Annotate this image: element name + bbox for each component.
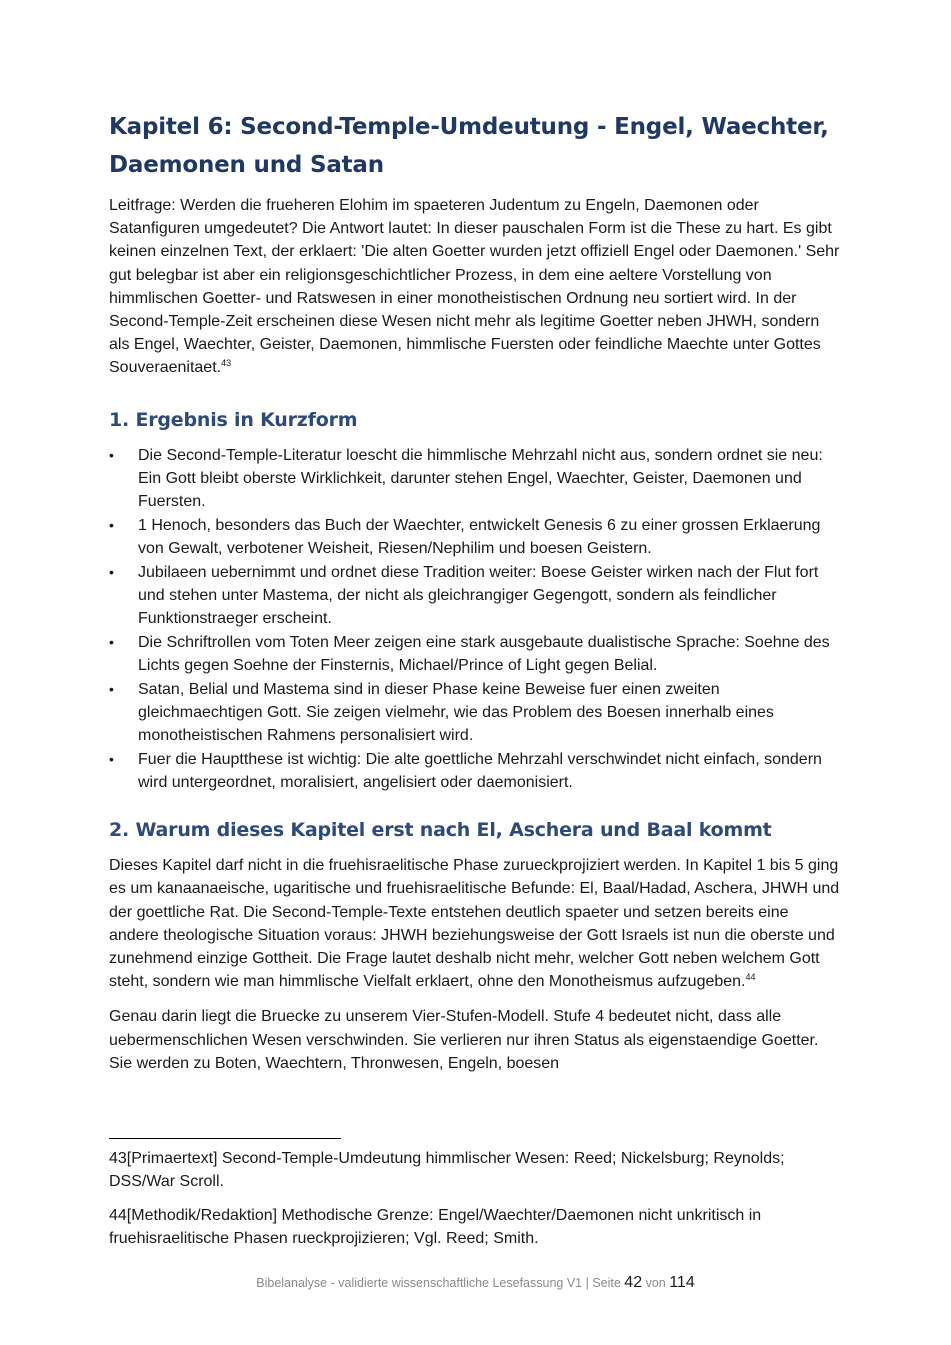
summary-list <box>109 444 842 795</box>
footnote-ref-44[interactable]: 44 <box>745 972 756 983</box>
list-item-text: Fuer die Hauptthese ist wichtig: Die alte goettliche Mehrzahl verschwindet nicht einfach, sondern wird untergeordnet, moralisiert, angelisiert oder daemonisiert. <box>138 750 822 791</box>
list-item <box>109 748 842 794</box>
page-number: 42 <box>624 1274 643 1291</box>
chapter-title: Kapitel 6: Second-Temple-Umdeutung - Engel, Waechter, Daemonen und Satan <box>109 114 829 178</box>
footnote-divider <box>109 1138 341 1139</box>
section2-paragraph-2: Genau darin liegt die Bruecke zu unserem Vier-Stufen-Modell. Stufe 4 bedeutet nicht, dass alle uebermenschlichen Wesen verschwinden. Sie verlieren nur ihren Status als eigenstaendige Goetter. Sie werden zu Boten, Waechtern, Thronwesen, Engeln, boesen <box>109 1008 819 1072</box>
bullet-icon: • <box>109 680 114 697</box>
list-item <box>109 678 842 748</box>
list-item-text: Jubilaeen uebernimmt und ordnet diese Tradition weiter: Boese Geister wirken nach der Flut fort und stehen unter Mastema, der nicht als gleichrangiger Gegengott, sondern als feindlicher Funktionstraeger erscheint. <box>138 563 819 628</box>
list-item <box>109 514 842 560</box>
intro-paragraph <box>109 194 842 380</box>
paragraph-text: Dieses Kapitel darf nicht in die fruehisraelitische Phase zurueckprojiziert werden. In Kapitel 1 bis 5 ging es um kanaanaeische, ugaritische und fruehisraelitische Befunde: El, Baal/Hadad, Aschera, JHWH und der goettliche Rat. Die Second-Temple-Texte entstehen deutlich spaeter und setzen bereits eine andere theologische Situation voraus: JHWH beziehungsweise der Gott Israels ist nun die oberste und zunehmend einzige Gottheit. Die Frage lautet deshalb nicht mehr, welcher Gott neben welchem Gott steht, sondern wie man himmlische Vielfalt erklaert, ohne den Monotheismus aufzugeben. <box>109 857 840 991</box>
footnote-ref-43[interactable]: 43 <box>221 358 232 369</box>
list-item-text: Satan, Belial und Mastema sind in dieser Phase keine Beweise fuer einen zweiten gleichmaechtigen Gott. Sie zeigen vielmehr, wie das Problem des Boesen innerhalb eines monotheistischen Rahmens personalisiert wird. <box>138 680 774 745</box>
bullet-icon: • <box>109 633 114 650</box>
footer-of: von <box>645 1276 666 1290</box>
list-item-text: 1 Henoch, besonders das Buch der Waechter, entwickelt Genesis 6 zu einer grossen Erklaerung von Gewalt, verbotener Weisheit, Riesen/Nephilim und boesen Geistern. <box>138 516 821 557</box>
page-footer <box>0 1274 951 1292</box>
bullet-icon: • <box>109 750 114 767</box>
section-heading-1: 1. Ergebnis in Kurzform <box>109 408 358 431</box>
footnote-43: 43[Primaertext] Second-Temple-Umdeutung himmlischer Wesen: Reed; Nickelsburg; Reynolds; DSS/War Scroll. <box>109 1150 785 1190</box>
section2-paragraph-1 <box>109 854 842 993</box>
intro-text: Leitfrage: Werden die frueheren Elohim im spaeteren Judentum zu Engeln, Daemonen oder Satanfiguren umgedeutet? Die Antwort lautet: In dieser pauschalen Form ist die These zu hart. Es gibt keinen einzelnen Text, der erklaert: 'Die alten Goetter wurden jetzt offiziell Engel oder Daemonen.' Sehr gut belegbar ist aber ein religionsgeschichtlicher Prozess, in dem eine aeltere Vorstellung von himmlischen Goetter- und Ratswesen in einer monotheistischen Ordnung neu sortiert wird. In der Second-Temple-Zeit erscheinen diese Wesen nicht mehr als legitime Goetter neben JHWH, sondern als Engel, Waechter, Geister, Daemonen, himmlische Fuersten oder feindliche Maechte unter Gottes Souveraenitaet. <box>109 197 840 377</box>
list-item-text: Die Schriftrollen vom Toten Meer zeigen eine stark ausgebaute dualistische Sprache: Soehne des Lichts gegen Soehne der Finsternis, Michael/Prince of Light gegen Belial. <box>138 633 830 674</box>
list-item <box>109 631 842 677</box>
footer-label: Bibelanalyse - validierte wissenschaftliche Lesefassung V1 | Seite <box>256 1276 621 1290</box>
bullet-icon: • <box>109 563 114 580</box>
page-body <box>109 108 842 1087</box>
footnote-44: 44[Methodik/Redaktion] Methodische Grenze: Engel/Waechter/Daemonen nicht unkritisch in fruehisraelitische Phasen rueckprojizieren; Vgl. Reed; Smith. <box>109 1207 762 1247</box>
list-item <box>109 444 842 514</box>
list-item <box>109 561 842 631</box>
footnotes <box>109 1147 842 1261</box>
page-total: 114 <box>669 1274 695 1291</box>
list-item-text: Die Second-Temple-Literatur loescht die himmlische Mehrzahl nicht aus, sondern ordnet sie neu: Ein Gott bleibt oberste Wirklichkeit, darunter stehen Engel, Waechter, Geister, Daemonen und Fuersten. <box>138 446 823 511</box>
bullet-icon: • <box>109 516 114 533</box>
bullet-icon: • <box>109 446 114 463</box>
section-heading-2: 2. Warum dieses Kapitel erst nach El, Aschera und Baal kommt <box>109 819 772 842</box>
